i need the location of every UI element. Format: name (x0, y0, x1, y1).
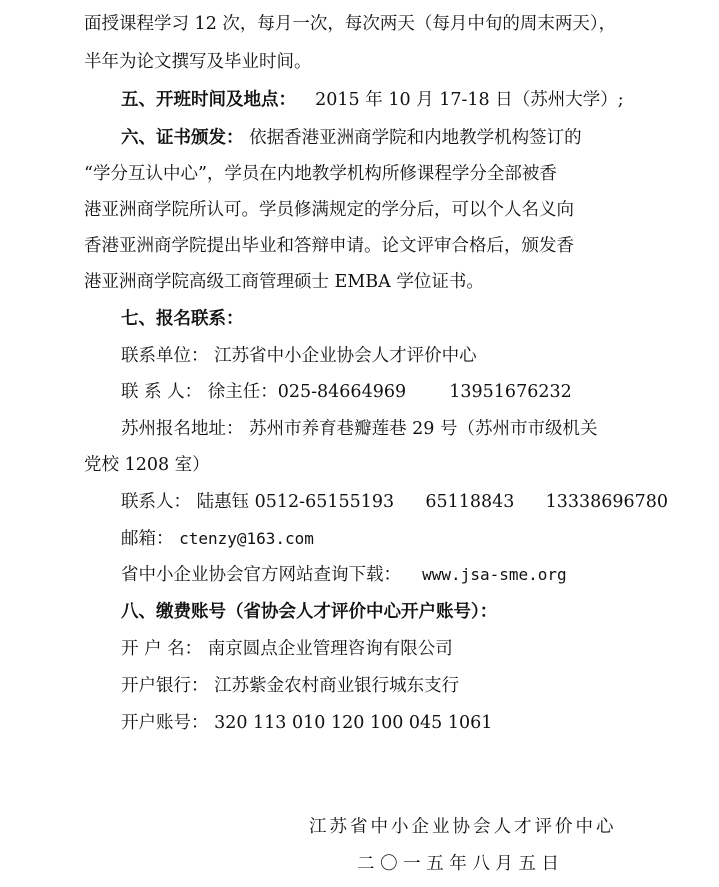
section6-line-1 (121, 126, 719, 150)
bank-value: 江苏紫金农村商业银行城东支行 (214, 676, 460, 696)
website-value: www.jsa-sme.org (422, 565, 567, 584)
email-line (121, 527, 719, 551)
signature-date-line (357, 852, 707, 876)
section5-text: 2015 年 10 月 17-18 日（苏州大学）; (315, 90, 624, 110)
contact-person-value: 徐主任：025-84664969 (207, 382, 407, 402)
intro-text-2: 半年为论文撰写及毕业时间。 (84, 52, 312, 72)
contact-unit-label: 联系单位： (121, 346, 209, 366)
address-value-2: 党校 1208 室） (84, 455, 210, 475)
contact-person-line (121, 380, 719, 404)
contact2-name-phone: 陆惠钰 0512-65155193 (196, 492, 395, 512)
intro-text-1: 面授课程学习 12 次，每月一次，每次两天（每月中旬的周末两天）， (84, 14, 617, 34)
contact-unit-value: 江苏省中小企业协会人才评价中心 (214, 346, 477, 366)
intro-line-1 (84, 12, 719, 36)
holder-label: 开 户 名： (121, 639, 203, 659)
section6-text-2: “学分互认中心”，学员在内地教学机构所修课程学分全部被香 (84, 164, 557, 184)
signature-date: 二 〇 一 五 年 八 月 五 日 (357, 854, 560, 874)
section6-text-4: 香港亚洲商学院提出毕业和答辩申请。论文评审合格后，颁发香 (84, 236, 574, 256)
bank-label: 开户银行： (121, 676, 209, 696)
section8-heading: 八、缴费账号（省协会人才评价中心开户账号）： (121, 602, 498, 622)
contact2-label: 联系人： (121, 492, 191, 512)
signature-org: 江苏省中小企业协会人才评价中心 (309, 817, 617, 837)
contact2-line (121, 490, 719, 514)
section6-line-3 (84, 198, 719, 222)
signature-org-line (309, 815, 709, 839)
section5-heading: 五、开班时间及地点： (121, 90, 296, 110)
account-label: 开户账号： (121, 713, 209, 733)
section6-heading: 六、证书颁发： (121, 128, 244, 148)
account-value: 320 113 010 120 100 045 1061 (214, 713, 493, 733)
email-label: 邮箱： (121, 529, 174, 549)
section6-text-3: 港亚洲商学院所认可。学员修满规定的学分后，可以个人名义向 (84, 200, 574, 220)
section8-heading-line (121, 600, 719, 624)
section7-heading: 七、报名联系： (121, 309, 244, 329)
account-line (121, 711, 719, 735)
holder-value: 南京圆点企业管理咨询有限公司 (207, 639, 453, 659)
section6-text-5: 港亚洲商学院高级工商管理硕士 EMBA 学位证书。 (84, 272, 484, 292)
section6-text-1: 依据香港亚洲商学院和内地教学机构签订的 (249, 128, 582, 148)
section6-line-5 (84, 270, 719, 294)
address-value-1: 苏州市养育巷瓣莲巷 29 号（苏州市市级机关 (249, 419, 598, 439)
website-label: 省中小企业协会官方网站查询下载： (121, 565, 401, 585)
contact-person-mobile: 13951676232 (449, 382, 572, 402)
contact2-phone2: 65118843 (425, 492, 515, 512)
contact-unit-line (121, 344, 719, 368)
holder-line (121, 637, 719, 661)
section6-line-2 (84, 162, 719, 186)
website-line (121, 563, 719, 587)
section5-line (121, 88, 719, 112)
email-value: ctenzy@163.com (179, 529, 314, 548)
contact-person-label: 联 系 人： (121, 382, 203, 402)
section7-heading-line (121, 307, 719, 331)
bank-line (121, 674, 719, 698)
address-label: 苏州报名地址： (121, 419, 244, 439)
contact2-mobile: 13338696780 (545, 492, 669, 512)
intro-line-2 (84, 50, 719, 74)
section6-line-4 (84, 234, 719, 258)
address-line-1 (121, 417, 719, 441)
address-line-2 (84, 453, 719, 477)
